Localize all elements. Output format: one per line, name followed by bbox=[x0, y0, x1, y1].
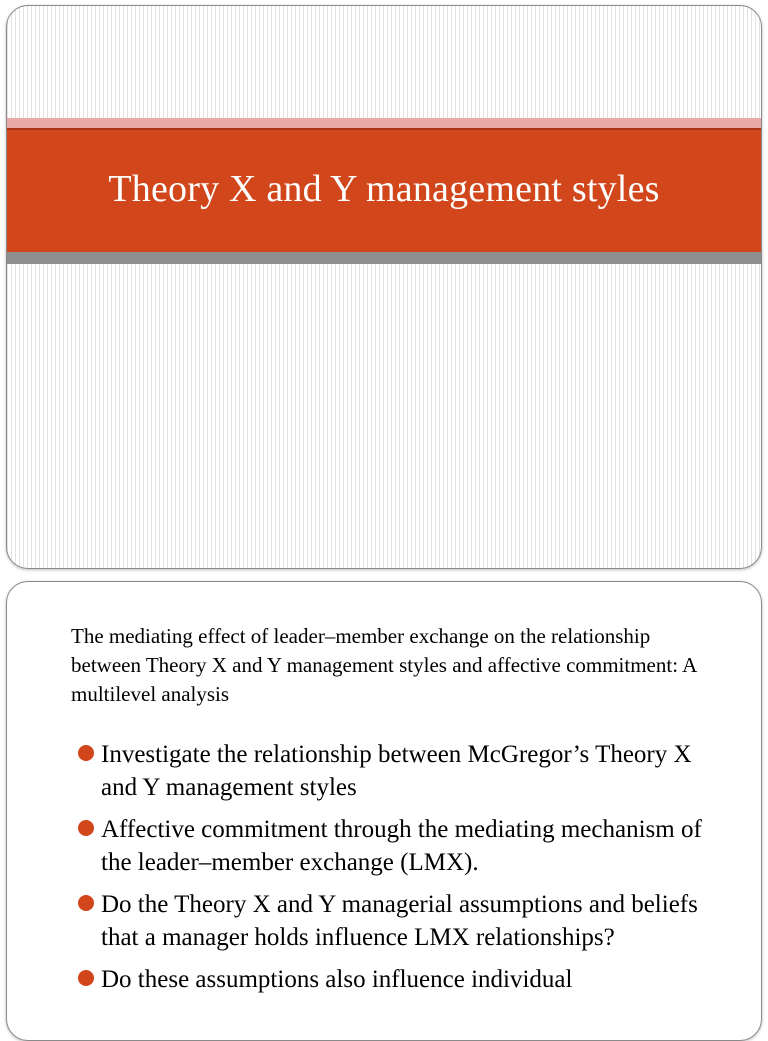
bullet-item bbox=[77, 888, 717, 954]
bullet-text: Do the Theory X and Y managerial assumptions and beliefs that a manager holds influence LMX relationships? bbox=[101, 891, 698, 951]
bullet-item bbox=[77, 738, 717, 804]
bullet-dot-icon bbox=[78, 745, 94, 761]
paper-title: The mediating effect of leader–member exchange on the relationship between Theory X and Y management styles and affective commitment: A multilevel analysis bbox=[71, 624, 697, 706]
title-band bbox=[7, 128, 761, 252]
content-slide bbox=[6, 581, 762, 1041]
title-top-band bbox=[7, 118, 761, 128]
bullet-dot-icon bbox=[78, 970, 94, 986]
bullet-item bbox=[77, 963, 717, 996]
title-slide bbox=[6, 5, 762, 569]
bullet-dot-icon bbox=[78, 895, 94, 911]
title-bottom-band bbox=[7, 252, 761, 264]
bullet-item bbox=[77, 813, 717, 879]
bullet-list bbox=[77, 738, 717, 1005]
bullet-text: Affective commitment through the mediating mechanism of the leader–member exchange (LMX). bbox=[101, 816, 702, 876]
bullet-dot-icon bbox=[78, 820, 94, 836]
bullet-text: Do these assumptions also influence individual bbox=[101, 966, 573, 993]
bullet-text: Investigate the relationship between McGregor’s Theory X and Y management styles bbox=[101, 741, 692, 801]
slide-title: Theory X and Y management styles bbox=[108, 168, 660, 210]
